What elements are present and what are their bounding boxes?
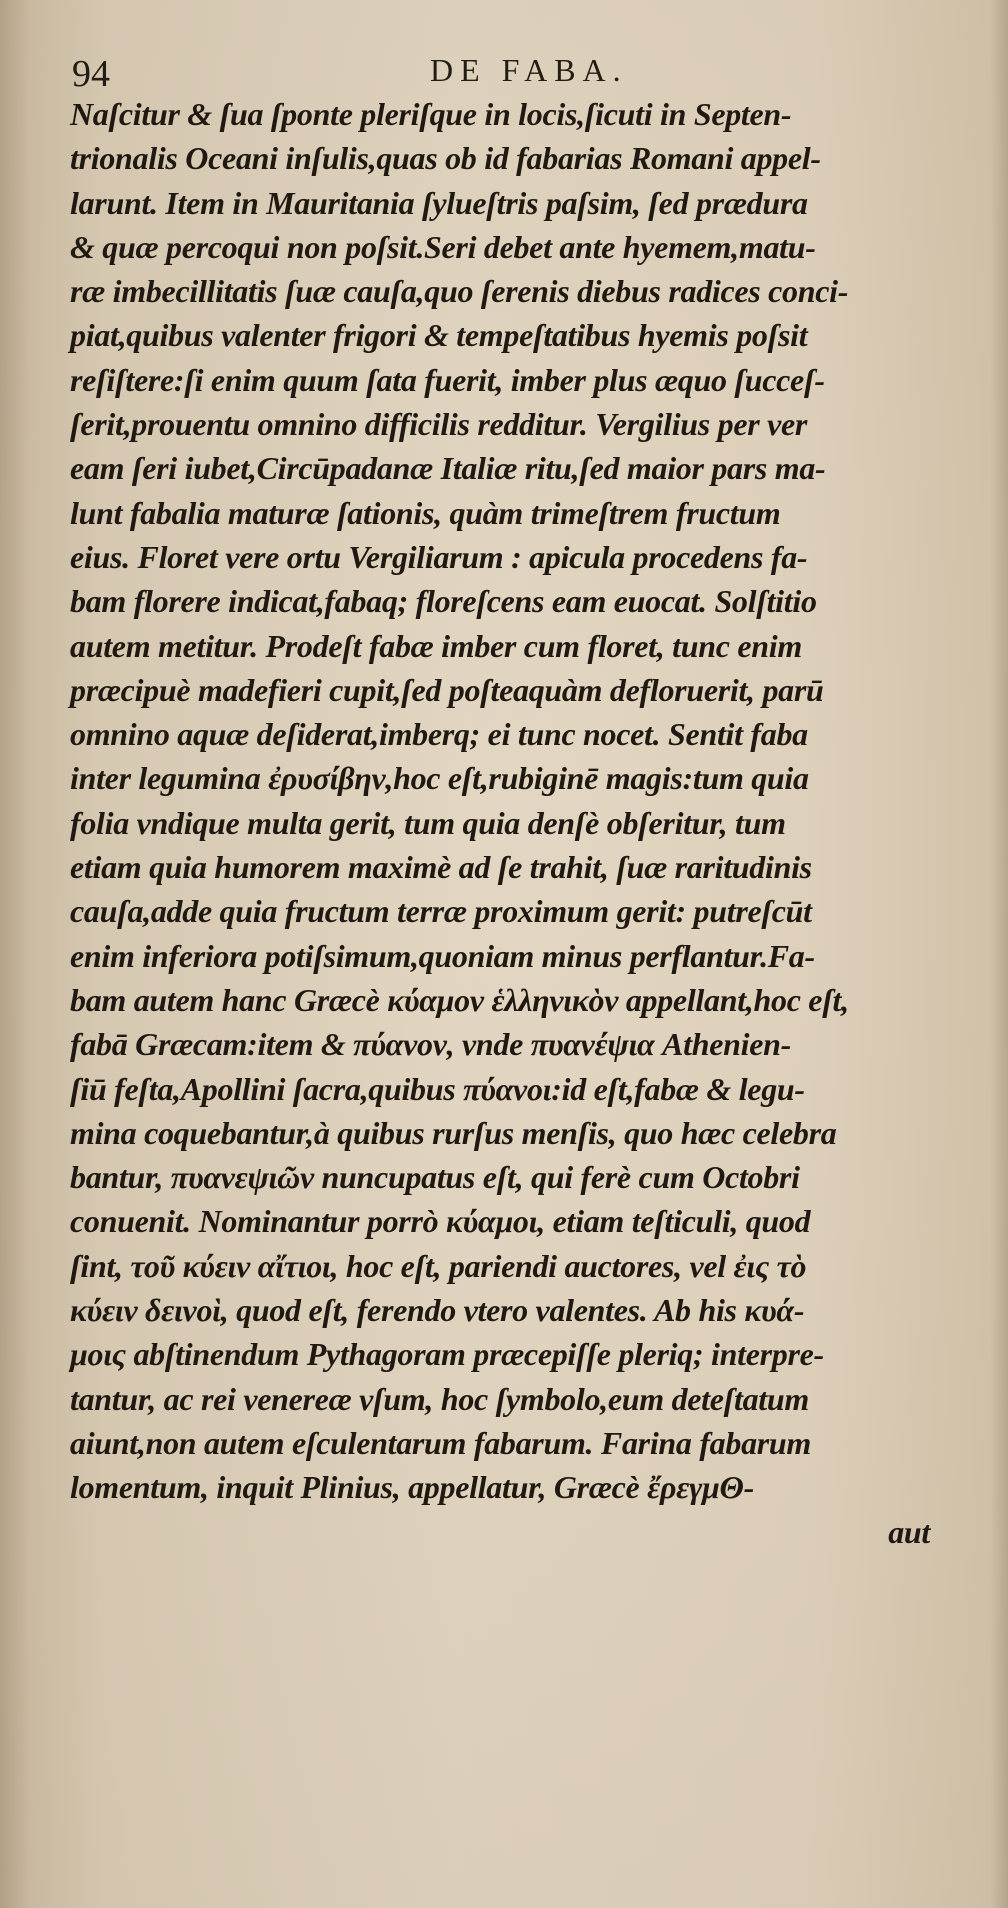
- text-line: & quæ percoqui non poſsit.Seri debet ante hyemem,matu-: [70, 228, 816, 265]
- text-line: piat,quibus valenter frigori & tempeſtatibus hyemis poſsit: [70, 317, 808, 354]
- text-line: enim inferiora potiſsimum,quoniam minus perflantur.Fa-: [70, 937, 815, 974]
- page-edge-shadow: [990, 0, 1008, 1908]
- text-line: cauſa,adde quia fructum terræ proximum gerit: putreſcūt: [70, 893, 812, 930]
- running-head: [72, 52, 952, 94]
- text-line: μοις abſtinendum Pythagoram præcepiſſe pleriq; interpre-: [70, 1336, 824, 1373]
- text-line: κύειν δεινοὶ, quod eſt, ferendo vtero valentes. Ab his κυά-: [70, 1292, 805, 1329]
- text-line: tantur, ac rei venereæ vſum, hoc ſymbolo,eum deteſtatum: [70, 1380, 809, 1417]
- text-line: ſerit,prouentu omnino difficilis redditur. Vergilius per ver: [70, 406, 808, 443]
- page-number: 94: [72, 53, 110, 95]
- running-head-title: DE FABA.: [430, 52, 628, 88]
- text-line: reſiſtere:ſi enim quum ſata fuerit, imber plus æquo ſucceſ-: [70, 361, 825, 398]
- text-line: folia vndique multa gerit, tum quia denſè obſeritur, tum: [70, 804, 786, 841]
- text-line: omnino aquæ deſiderat,imberq; ei tunc nocet. Sentit faba: [70, 716, 808, 753]
- text-line: conuenit. Nominantur porrò κύαμοι, etiam teſticuli, quod: [70, 1203, 811, 1240]
- body-text: [70, 92, 948, 1554]
- text-line: bantur, πυανεψιῶν nuncupatus eſt, qui ferè cum Octobri: [70, 1159, 800, 1196]
- text-line: bam autem hanc Græcè κύαμον ἑλληνικὸν appellant,hoc eſt,: [70, 981, 849, 1018]
- text-line: autem metitur. Prodeſt fabæ imber cum floret, tunc enim: [70, 627, 802, 664]
- text-line: bam florere indicat,fabaq; floreſcens eam euocat. Solſtitio: [70, 583, 817, 620]
- text-line: fabā Græcam:item & πύανον, vnde πυανέψια Athenien-: [70, 1026, 792, 1063]
- text-line: præcipuè madefieri cupit,ſed poſteaquàm defloruerit, parū: [70, 671, 824, 708]
- text-line: lunt fabalia maturæ ſationis, quàm trimeſtrem fructum: [70, 494, 781, 531]
- text-line: etiam quia humorem maximè ad ſe trahit, ſuæ raritudinis: [70, 849, 812, 886]
- text-line: Naſcitur & ſua ſponte pleriſque in locis,ſicuti in Septen-: [70, 96, 792, 132]
- page-gutter-shadow: [0, 0, 30, 1908]
- text-line: aiunt,non autem eſculentarum fabarum. Farina fabarum: [70, 1424, 812, 1461]
- text-line: larunt. Item in Mauritania ſylueſtris paſsim, ſed prædura: [70, 184, 808, 221]
- text-line: ræ imbecillitatis ſuæ cauſa,quo ſerenis diebus radices conci-: [70, 273, 849, 310]
- text-line: eius. Floret vere ortu Vergiliarum : apicula procedens fa-: [70, 538, 808, 575]
- catchword: aut: [888, 1513, 930, 1550]
- text-line: mina coquebantur,à quibus rurſus menſis, quo hæc celebra: [70, 1114, 837, 1151]
- text-line: eam ſeri iubet,Circūpadanæ Italiæ ritu,ſed maior pars ma-: [70, 450, 826, 487]
- text-line: inter legumina ἐρυσίβην,hoc eſt,rubiginē magis:tum quia: [70, 760, 809, 797]
- text-line: trionalis Oceani inſulis,quas ob id fabarias Romani appel-: [70, 140, 821, 177]
- text-line: lomentum, inquit Plinius, appellatur, Græcè ἔρεγμΘ-: [70, 1469, 754, 1506]
- text-line: ſiū feſta,Apollini ſacra,quibus πύανοι:id eſt,fabæ & legu-: [70, 1070, 805, 1107]
- text-line: ſint, τοῦ κύειν αἴτιοι, hoc eſt, pariendi auctores, vel ἐις τὸ: [70, 1247, 807, 1284]
